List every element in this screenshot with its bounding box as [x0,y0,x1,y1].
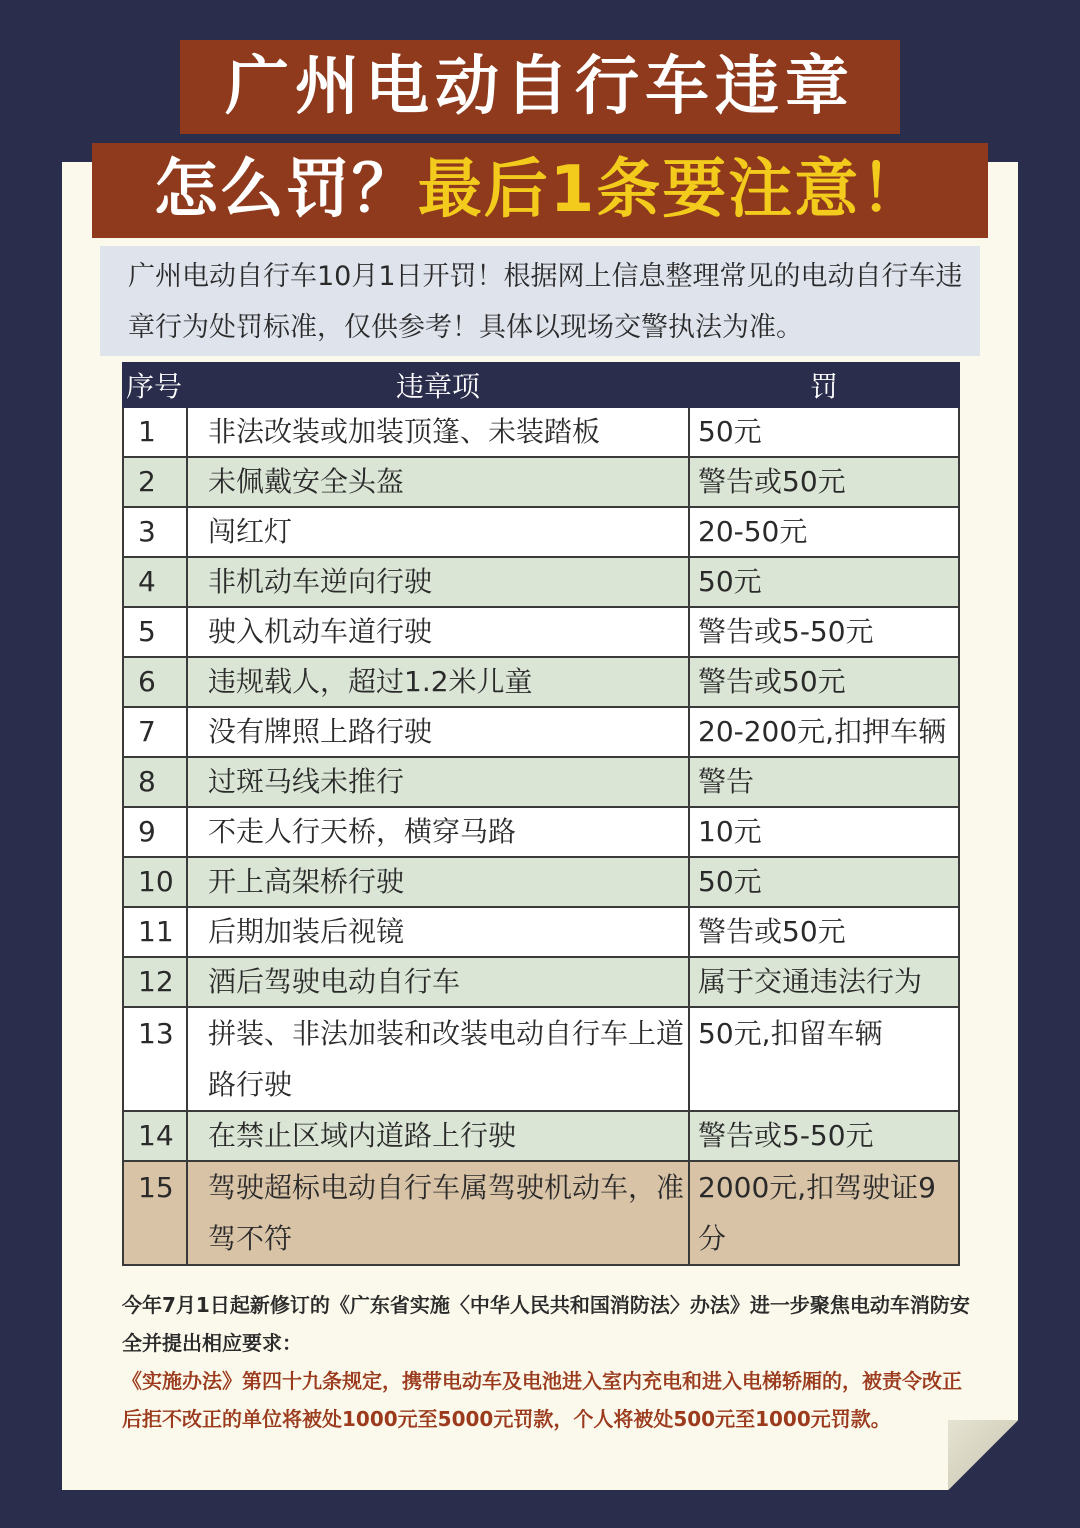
row-number: 12 [123,957,187,1007]
table-row [123,807,959,857]
table-row [123,907,959,957]
row-violation: 过斑马线未推行 [187,757,689,807]
footnote [122,1286,972,1438]
row-number: 2 [123,457,187,507]
row-violation: 非法改装或加装顶篷、未装踏板 [187,407,689,457]
fines-table [122,362,960,1266]
row-penalty: 2000元,扣驾驶证9分 [689,1161,959,1265]
row-violation: 驶入机动车道行驶 [187,607,689,657]
row-number: 4 [123,557,187,607]
intro-text: 广州电动自行车10月1日开罚！根据网上信息整理常见的电动自行车违章行为处罚标准，仅供参考！具体以现场交警执法为准。 [100,246,980,356]
table-row [123,457,959,507]
table-row [123,407,959,457]
row-penalty: 警告或5-50元 [689,1111,959,1161]
table-row [123,607,959,657]
row-violation: 驾驶超标电动自行车属驾驶机动车，准驾不符 [187,1161,689,1265]
row-penalty: 50元 [689,407,959,457]
row-penalty: 20-200元,扣押车辆 [689,707,959,757]
row-penalty: 50元,扣留车辆 [689,1007,959,1111]
row-penalty: 20-50元 [689,507,959,557]
row-penalty: 警告或5-50元 [689,607,959,657]
row-violation: 拼装、非法加装和改装电动自行车上道路行驶 [187,1007,689,1111]
footnote-regulation: 《实施办法》第四十九条规定，携带电动车及电池进入室内充电和进入电梯轿厢的，被责令改正后拒不改正的单位将被处1000元至5000元罚款，个人将被处500元至1000元罚款。 [122,1369,962,1431]
row-violation: 后期加装后视镜 [187,907,689,957]
table-row [123,507,959,557]
table-row [123,657,959,707]
row-penalty: 警告或50元 [689,457,959,507]
table-header-row [123,363,959,407]
row-number: 1 [123,407,187,457]
row-number: 8 [123,757,187,807]
title-line-2 [92,143,988,238]
row-violation: 在禁止区域内道路上行驶 [187,1111,689,1161]
row-penalty: 属于交通违法行为 [689,957,959,1007]
row-number: 5 [123,607,187,657]
table-row [123,707,959,757]
header-penalty: 罚 [689,363,959,407]
title-emphasis: 最后1条要注意！ [417,153,927,227]
row-number: 7 [123,707,187,757]
row-penalty: 50元 [689,557,959,607]
row-number: 11 [123,907,187,957]
row-penalty: 10元 [689,807,959,857]
table-row [123,857,959,907]
row-number: 13 [123,1007,187,1111]
row-penalty: 警告 [689,757,959,807]
row-violation: 违规载人，超过1.2米儿童 [187,657,689,707]
row-penalty: 警告或50元 [689,907,959,957]
table-row [123,557,959,607]
row-number: 9 [123,807,187,857]
header-number: 序号 [123,363,187,407]
row-violation: 未佩戴安全头盔 [187,457,689,507]
table-row [123,757,959,807]
row-number: 6 [123,657,187,707]
row-violation: 闯红灯 [187,507,689,557]
table-row [123,957,959,1007]
row-number: 10 [123,857,187,907]
table-row-highlighted [123,1161,959,1265]
row-violation: 开上高架桥行驶 [187,857,689,907]
row-number: 3 [123,507,187,557]
row-number: 14 [123,1111,187,1161]
row-violation: 非机动车逆向行驶 [187,557,689,607]
title-line-1: 广州电动自行车违章 [180,40,900,134]
row-violation: 不走人行天桥，横穿马路 [187,807,689,857]
row-number: 15 [123,1161,187,1265]
table-row [123,1007,959,1111]
title-question: 怎么罚？ [153,153,418,227]
row-penalty: 警告或50元 [689,657,959,707]
row-violation: 酒后驾驶电动自行车 [187,957,689,1007]
header-violation: 违章项 [187,363,689,407]
row-violation: 没有牌照上路行驶 [187,707,689,757]
footnote-intro: 今年7月1日起新修订的《广东省实施〈中华人民共和国消防法〉办法》进一步聚焦电动车消防安全并提出相应要求： [122,1293,970,1355]
table-row [123,1111,959,1161]
row-penalty: 50元 [689,857,959,907]
